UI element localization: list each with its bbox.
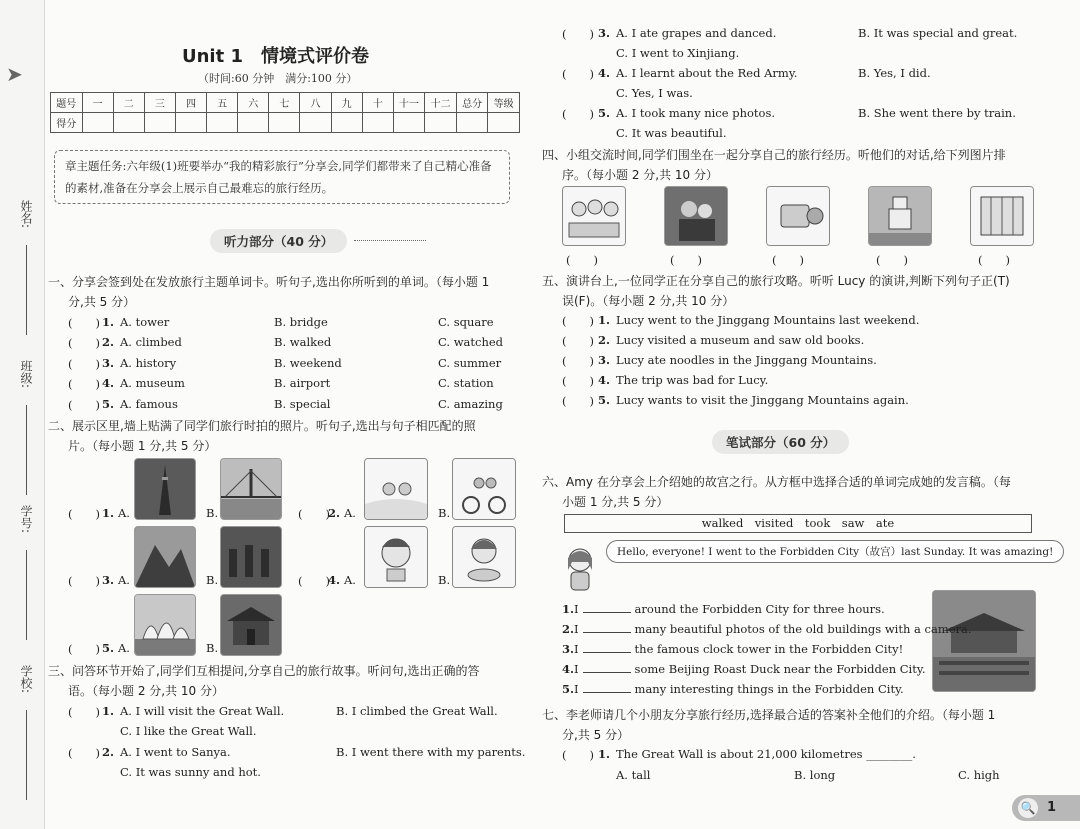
option-b: B. Yes, I did. — [858, 66, 931, 80]
sentence-text: around the Forbidden City for three hours. — [634, 602, 885, 616]
sentence-prefix: I — [574, 602, 579, 616]
opera-house-photo — [134, 594, 196, 656]
option-a-label: A. — [118, 506, 130, 520]
camera-cartoon — [766, 186, 830, 246]
exam-meta: （时间:60 分钟 满分:100 分） — [198, 72, 358, 85]
question-number: 5. — [598, 393, 611, 407]
dotted-rule — [354, 240, 426, 241]
sentence-text: the famous clock tower in the Forbidden City! — [634, 642, 904, 656]
answer-paren[interactable]: ( ) — [68, 705, 100, 719]
option-b: B. I climbed the Great Wall. — [336, 704, 498, 718]
option-a: A. famous — [120, 397, 178, 411]
tower-photo — [134, 458, 196, 520]
score-cell: 六 — [238, 93, 269, 113]
question-number: 1. — [562, 602, 575, 616]
name-line — [26, 245, 27, 335]
answer-paren[interactable]: ( ) — [562, 334, 594, 348]
option-c: C. I went to Xinjiang. — [616, 46, 740, 60]
terracotta-warriors-photo — [220, 526, 282, 588]
question-number: 1. — [598, 313, 611, 327]
question-number: 2. — [562, 622, 575, 636]
section-5-title: 五、演讲台上,一位同学正在分享自己的旅行攻略。听听 Lucy 的演讲,判断下列句子正(T) — [542, 274, 1010, 288]
girl-noodles-cartoon-photo — [452, 526, 516, 588]
answer-paren[interactable]: ( ) — [562, 748, 594, 762]
bridge-photo — [220, 458, 282, 520]
page-number-tab — [1012, 795, 1080, 821]
score-cell: 三 — [144, 93, 175, 113]
robot-statue-cartoon — [868, 186, 932, 246]
option-b-label: B. — [206, 641, 219, 655]
question-number: 3. — [562, 642, 575, 656]
question-number: 3. — [598, 26, 611, 40]
score-input-cell[interactable] — [393, 113, 425, 133]
section-2-title-cont: 片。（每小题 1 分,共 5 分） — [68, 439, 217, 453]
question-number: 3. — [102, 356, 115, 370]
section-4-title-cont: 序。（每小题 2 分,共 10 分） — [562, 168, 718, 182]
question-number: 3. — [598, 353, 611, 367]
statement-text: Lucy wants to visit the Jinggang Mountains again. — [616, 393, 909, 407]
sentence-prefix: I — [574, 622, 579, 636]
score-input-cell[interactable] — [488, 113, 520, 133]
order-paren[interactable]: ( ) — [772, 253, 804, 267]
group-sharing-cartoon — [562, 186, 626, 246]
option-c: C. It was sunny and hot. — [120, 765, 261, 779]
score-input-cell[interactable] — [362, 113, 393, 133]
answer-blank[interactable] — [583, 682, 631, 693]
question-number: 2. — [328, 506, 341, 520]
score-cell: 五 — [207, 93, 238, 113]
option-b: B. I went there with my parents. — [336, 745, 526, 759]
score-cell: 九 — [331, 93, 362, 113]
option-b: B. weekend — [274, 356, 342, 370]
class-label: 班级: — [19, 360, 33, 389]
answer-paren[interactable]: ( ) — [68, 316, 100, 330]
option-a: A. museum — [120, 376, 185, 390]
page-number: 1 — [1046, 800, 1056, 815]
answer-paren[interactable]: ( ) — [562, 107, 594, 121]
question-number: 4. — [598, 373, 611, 387]
question-number: 3. — [102, 573, 115, 587]
score-input-cell[interactable] — [331, 113, 362, 133]
question-number: 1. — [598, 747, 611, 761]
score-cell: 得分 — [51, 113, 83, 133]
statement-text: Lucy went to the Jinggang Mountains last weekend. — [616, 313, 920, 327]
score-input-cell[interactable] — [113, 113, 144, 133]
answer-paren[interactable]: ( ) — [68, 574, 100, 588]
score-input-cell[interactable] — [425, 113, 457, 133]
score-cell: 八 — [300, 93, 331, 113]
mountain-photo — [134, 526, 196, 588]
question-number: 5. — [598, 106, 611, 120]
sentence-text: many beautiful photos of the old buildings with a camera. — [634, 622, 972, 636]
page-title: Unit 1 情境式评价卷 — [182, 46, 369, 67]
option-c: C. It was beautiful. — [616, 126, 727, 140]
score-cell: 十二 — [425, 93, 457, 113]
statement-text: The trip was bad for Lucy. — [616, 373, 769, 387]
score-cell: 七 — [269, 93, 300, 113]
sentence-prefix: I — [574, 682, 579, 696]
option-b-label: B. — [438, 573, 451, 587]
answer-paren[interactable]: ( ) — [68, 642, 100, 656]
score-input-cell[interactable] — [269, 113, 300, 133]
museum-building-cartoon — [970, 186, 1034, 246]
question-number: 1. — [102, 704, 115, 718]
section-6-title: 六、Amy 在分享会上介绍她的故宫之行。从方框中选择合适的单词完成她的发言稿。（每 — [542, 475, 1011, 489]
section-3-title-cont: 语。（每小题 2 分,共 10 分） — [68, 684, 224, 698]
score-cell: 十一 — [393, 93, 425, 113]
order-paren[interactable]: ( ) — [978, 253, 1010, 267]
option-c: C. I like the Great Wall. — [120, 724, 257, 738]
statement-text: Lucy ate noodles in the Jinggang Mountains. — [616, 353, 877, 367]
question-number: 1. — [102, 506, 115, 520]
magnifier-icon: 🔍 — [1018, 798, 1038, 818]
left-column — [48, 0, 526, 829]
forbidden-city-photo — [932, 590, 1036, 692]
school-line — [26, 710, 27, 800]
order-paren[interactable]: ( ) — [876, 253, 908, 267]
question-number: 4. — [328, 573, 341, 587]
score-cell: 总分 — [456, 93, 488, 113]
binding-strip — [0, 0, 45, 829]
section-4-title: 四、小组交流时间,同学们围坐在一起分享自己的旅行经历。听他们的对话,给下列图片排 — [542, 148, 1006, 162]
answer-blank[interactable] — [583, 662, 631, 673]
option-a: A. I ate grapes and danced. — [616, 26, 777, 40]
section-2-title: 二、展示区里,墙上贴满了同学们旅行时拍的照片。听句子,选出与句子相匹配的照 — [48, 419, 476, 433]
option-a: A. I went to Sanya. — [120, 745, 231, 759]
answer-paren[interactable]: ( ) — [562, 67, 594, 81]
speech-bubble: Hello, everyone! I went to the Forbidden City（故宫）last Sunday. It was amazing! — [606, 540, 1064, 563]
option-c: C. high — [958, 768, 1000, 782]
section-6-title-cont: 小题 1 分,共 5 分） — [562, 495, 669, 509]
option-b: B. special — [274, 397, 331, 411]
answer-paren[interactable]: ( ) — [68, 746, 100, 760]
beach-cartoon-photo — [364, 458, 428, 520]
question-number: 2. — [102, 745, 115, 759]
statement-text: Lucy visited a museum and saw old books. — [616, 333, 865, 347]
question-number: 4. — [562, 662, 575, 676]
task-box: 章主题任务:六年级(1)班要举办“我的精彩旅行”分享会,同学们都带来了自己精心准备的素材,准备在分享会上展示自己最难忘的旅行经历。 — [54, 150, 510, 204]
option-a: A. history — [120, 356, 177, 370]
score-cell: 题号 — [51, 93, 83, 113]
option-b: B. It was special and great. — [858, 26, 1018, 40]
section-3-title: 三、问答环节开始了,同学们互相提问,分享自己的旅行故事。听问句,选出正确的答 — [48, 664, 480, 678]
option-c: C. amazing — [438, 397, 503, 411]
writing-section-label: 笔试部分（60 分） — [712, 430, 849, 454]
right-column — [540, 0, 1054, 829]
score-input-cell[interactable] — [300, 113, 331, 133]
score-table-score-row — [51, 113, 520, 133]
question-number: 2. — [598, 333, 611, 347]
section-7-title-cont: 分,共 5 分） — [562, 728, 630, 742]
cycling-cartoon-photo — [452, 458, 516, 520]
option-a: A. climbed — [120, 335, 182, 349]
score-input-cell[interactable] — [144, 113, 175, 133]
option-a-label: A. — [344, 573, 356, 587]
answer-paren[interactable]: ( ) — [68, 336, 100, 350]
score-input-cell[interactable] — [82, 113, 113, 133]
option-b-label: B. — [206, 506, 219, 520]
answer-paren[interactable]: ( ) — [68, 507, 100, 521]
section-5-title-cont: 误(F)。（每小题 2 分,共 10 分） — [562, 294, 735, 308]
answer-blank[interactable] — [583, 622, 631, 633]
answer-blank[interactable] — [583, 642, 631, 653]
palace-gate-photo — [220, 594, 282, 656]
score-cell: 二 — [113, 93, 144, 113]
score-input-cell[interactable] — [207, 113, 238, 133]
option-a: A. tall — [616, 768, 651, 782]
option-c: C. station — [438, 376, 494, 390]
name-label: 姓名: — [19, 200, 33, 229]
answer-paren[interactable]: ( ) — [562, 354, 594, 368]
score-input-cell[interactable] — [456, 113, 488, 133]
option-a: A. I will visit the Great Wall. — [120, 704, 285, 718]
school-label: 学校: — [19, 665, 33, 694]
score-cell: 等级 — [488, 93, 520, 113]
option-c: C. summer — [438, 356, 502, 370]
order-paren[interactable]: ( ) — [670, 253, 702, 267]
option-a: A. I took many nice photos. — [616, 106, 776, 120]
order-paren[interactable]: ( ) — [566, 253, 598, 267]
answer-blank[interactable] — [583, 602, 631, 613]
question-number: 2. — [102, 335, 115, 349]
score-cell: 四 — [175, 93, 206, 113]
score-table-header-row — [51, 93, 520, 113]
question-text: The Great Wall is about 21,000 kilometres ________. — [616, 747, 916, 761]
answer-paren[interactable]: ( ) — [562, 27, 594, 41]
section-7-title: 七、李老师请几个小朋友分享旅行经历,选择最合适的答案补全他们的介绍。（每小题 1 — [542, 708, 996, 722]
option-b: B. bridge — [274, 315, 328, 329]
decorative-arrow-icon: ➤ — [6, 62, 23, 86]
section-1-title: 一、分享会签到处在发放旅行主题单词卡。听句子,选出你所听到的单词。（每小题 1 — [48, 275, 490, 289]
score-input-cell[interactable] — [238, 113, 269, 133]
option-a-label: A. — [344, 506, 356, 520]
option-b: B. airport — [274, 376, 331, 390]
amy-avatar-icon — [562, 544, 598, 592]
option-a-label: A. — [118, 641, 130, 655]
boy-eating-cartoon-photo — [364, 526, 428, 588]
answer-paren[interactable]: ( ) — [562, 374, 594, 388]
sentence-prefix: I — [574, 662, 579, 676]
score-cell: 一 — [82, 93, 113, 113]
answer-paren[interactable]: ( ) — [68, 377, 100, 391]
option-b-label: B. — [438, 506, 451, 520]
family-photo-cartoon — [664, 186, 728, 246]
answer-paren[interactable]: ( ) — [68, 357, 100, 371]
option-a-label: A. — [118, 573, 130, 587]
option-a: A. I learnt about the Red Army. — [616, 66, 798, 80]
option-c: C. square — [438, 315, 494, 329]
question-number: 5. — [562, 682, 575, 696]
option-a: A. tower — [120, 315, 170, 329]
student-id-label: 学号: — [19, 505, 33, 534]
answer-paren[interactable]: ( ) — [562, 394, 594, 408]
section-1-title-cont: 分,共 5 分） — [68, 295, 136, 309]
answer-paren[interactable]: ( ) — [562, 314, 594, 328]
class-line — [26, 405, 27, 495]
option-b-label: B. — [206, 573, 219, 587]
question-number: 4. — [102, 376, 115, 390]
score-table — [50, 92, 520, 133]
sentence-text: many interesting things in the Forbidden City. — [634, 682, 904, 696]
answer-paren[interactable]: ( ) — [298, 507, 330, 521]
listening-section-label: 听力部分（40 分） — [210, 229, 347, 253]
sentence-prefix: I — [574, 642, 579, 656]
option-c: C. watched — [438, 335, 504, 349]
option-c: C. Yes, I was. — [616, 86, 693, 100]
answer-paren[interactable]: ( ) — [298, 574, 330, 588]
option-b: B. walked — [274, 335, 332, 349]
question-number: 4. — [598, 66, 611, 80]
question-number: 5. — [102, 641, 115, 655]
sentence-text: some Beijing Roast Duck near the Forbidden City. — [634, 662, 926, 676]
answer-paren[interactable]: ( ) — [68, 398, 100, 412]
score-cell: 十 — [362, 93, 393, 113]
question-number: 1. — [102, 315, 115, 329]
student-id-line — [26, 550, 27, 640]
option-b: B. She went there by train. — [858, 106, 1016, 120]
word-bank-box: walked visited took saw ate — [564, 514, 1032, 533]
score-input-cell[interactable] — [175, 113, 206, 133]
question-number: 5. — [102, 397, 115, 411]
option-b: B. long — [794, 768, 836, 782]
